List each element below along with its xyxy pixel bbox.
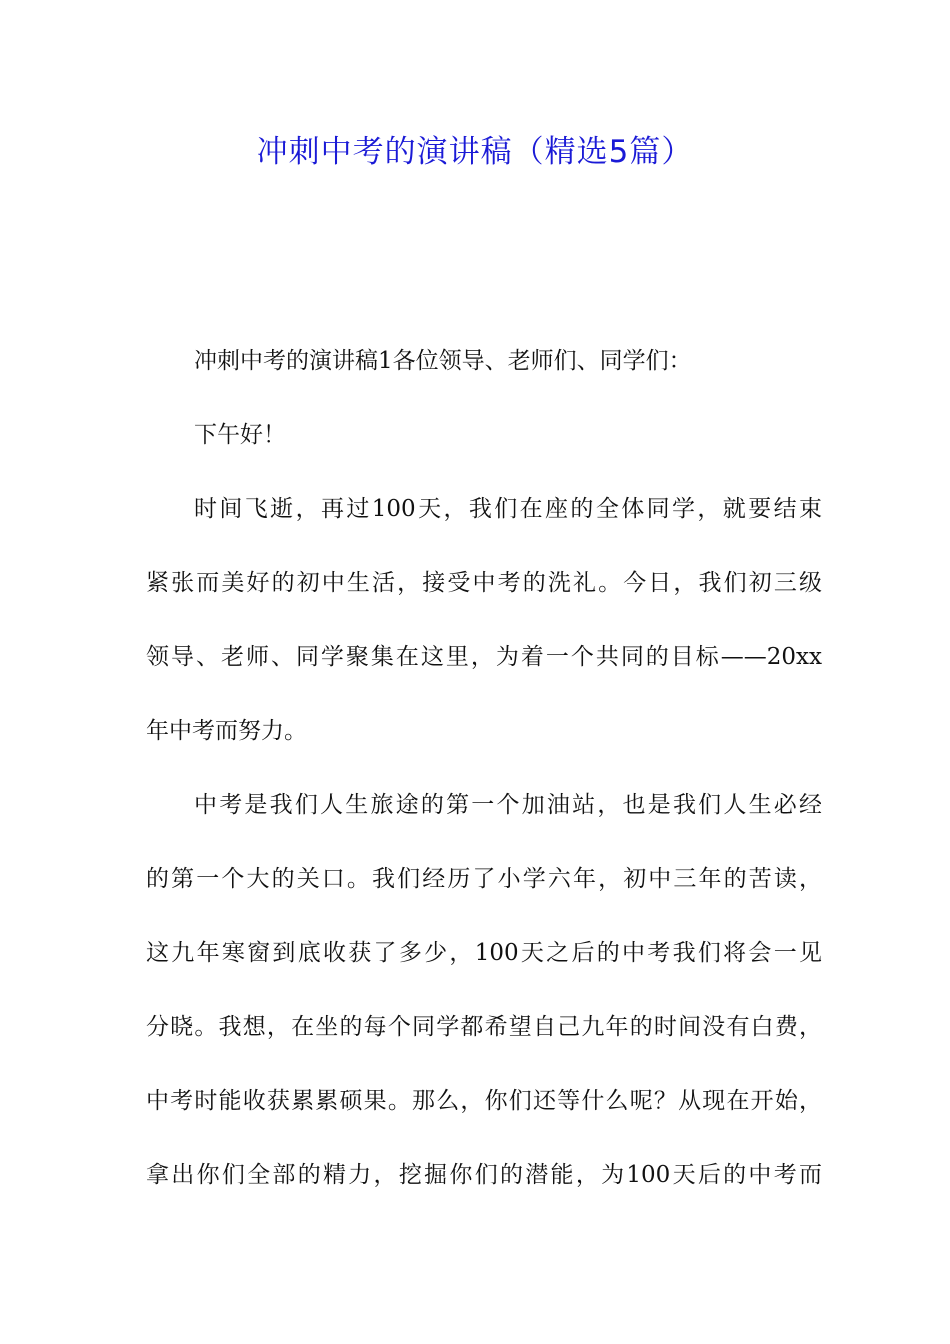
paragraph-line: 的第一个大的关口。我们经历了小学六年，初中三年的苦读， (146, 866, 822, 892)
document-body (146, 334, 822, 1202)
paragraph-line: 分晓。我想，在坐的每个同学都希望自己九年的时间没有白费， (146, 1014, 822, 1040)
paragraph-line: 紧张而美好的初中生活，接受中考的洗礼。今日，我们初三级 (146, 570, 822, 596)
paragraph-line: 拿出你们全部的精力，挖掘你们的潜能，为100天后的中考而 (146, 1162, 822, 1188)
paragraph-line: 冲刺中考的演讲稿1各位领导、老师们、同学们： (194, 348, 692, 374)
document-title: 冲刺中考的演讲稿（精选5篇） (256, 134, 694, 170)
paragraph-line: 这九年寒窗到底收获了多少，100天之后的中考我们将会一见 (146, 940, 822, 966)
paragraph-line: 中考时能收获累累硕果。那么，你们还等什么呢？从现在开始， (146, 1088, 822, 1114)
paragraph-line: 时间飞逝，再过100天，我们在座的全体同学，就要结束 (194, 496, 822, 522)
paragraph-line: 中考是我们人生旅途的第一个加油站，也是我们人生必经 (194, 792, 822, 818)
paragraph-line: 下午好！ (194, 422, 286, 448)
paragraph-line: 领导、老师、同学聚集在这里，为着一个共同的目标——20xx (146, 644, 822, 670)
paragraph-line: 年中考而努力。 (146, 718, 307, 744)
